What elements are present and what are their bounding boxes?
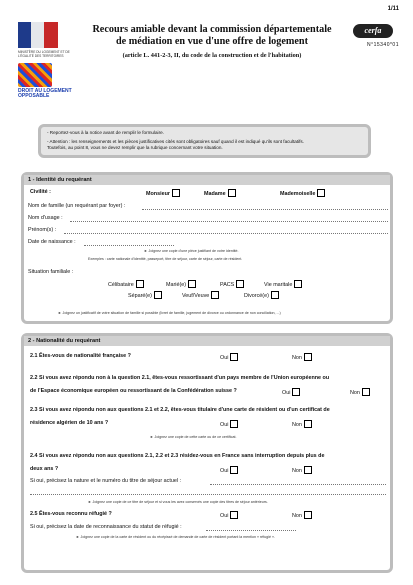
- title-line-3: (article L. 441-2-3, II, du code de la construction et de l'habitation): [122, 52, 302, 59]
- q24-oui[interactable]: Oui: [220, 466, 238, 474]
- q23-oui[interactable]: Oui: [220, 420, 238, 428]
- dal-logo: [18, 63, 52, 87]
- pacs-checkbox[interactable]: [236, 280, 244, 288]
- prenoms-field[interactable]: [64, 233, 388, 234]
- notice-line-2: - Attention : les renseignements et les pièces justificatives cités sont obligatoires sauf quand il est indiqué qu'ils sont facultatifs.: [47, 139, 304, 144]
- titre-sejour-field-2[interactable]: [30, 494, 386, 495]
- q25-non[interactable]: Non: [292, 511, 312, 519]
- q23-non[interactable]: Non: [292, 420, 312, 428]
- separe-checkbox[interactable]: [154, 291, 162, 299]
- vie-maritale-checkbox[interactable]: [294, 280, 302, 288]
- q25-non-checkbox[interactable]: [304, 511, 312, 519]
- section-2-header: 2 - Nationalité du requérant: [24, 336, 390, 346]
- q21-oui-checkbox[interactable]: [230, 353, 238, 361]
- q21-non-checkbox[interactable]: [304, 353, 312, 361]
- section-nationalite: [21, 333, 393, 573]
- q22-line-1: 2.2 Si vous avez répondu non à la question 2.1, êtes-vous ressortissant d'un pays membre de l'Union européenne ou: [30, 375, 330, 381]
- titre-sejour-field[interactable]: [210, 484, 386, 485]
- form-title: [84, 24, 340, 59]
- q24-detail-label: Si oui, précisez la nature et le numéro du titre de séjour actuel :: [30, 478, 182, 484]
- prenoms-label: Prénom(s) :: [28, 227, 57, 233]
- civilite-label: Civilité :: [30, 189, 51, 195]
- q22-non[interactable]: Non: [350, 388, 370, 396]
- celibataire-checkbox[interactable]: [136, 280, 144, 288]
- q24-non-checkbox[interactable]: [304, 466, 312, 474]
- nom-famille-field[interactable]: [142, 209, 388, 210]
- veuf-checkbox[interactable]: [211, 291, 219, 299]
- q25-detail-label: Si oui, précisez la date de reconnaissance du statut de réfugié :: [30, 524, 182, 530]
- dal-logo-text: DROIT AU LOGEMENT OPPOSABLE: [18, 87, 72, 100]
- nom-famille-label: Nom de famille (un requérant par foyer) :: [28, 203, 126, 209]
- civilite-madame[interactable]: Madame: [204, 189, 236, 197]
- civilite-mademoiselle[interactable]: Mademoiselle: [280, 189, 325, 197]
- note-q23: ► Joignez une copie de cette carte ou de ce certificat.: [150, 435, 237, 439]
- logo-area: [18, 22, 72, 112]
- divorce-checkbox[interactable]: [271, 291, 279, 299]
- q24-line-1: 2.4 Si vous avez répondu non aux questions 2.1, 2.2 et 2.3 résidez-vous en France sans interruption depuis plus de: [30, 453, 325, 459]
- situation-veuf[interactable]: Veuf/Veuve: [182, 291, 219, 299]
- situation-label: Situation familiale :: [28, 269, 74, 275]
- note-identite: ► Joignez une copie d'une pièce justifiant de votre identité.: [144, 249, 239, 253]
- ministry-name: MINISTÈRE DU LOGEMENT ET DE L'ÉGALITÉ DES TERRITOIRES: [18, 50, 70, 58]
- q25-label: 2.5 Êtes-vous reconnu réfugié ?: [30, 511, 112, 517]
- nom-usage-field[interactable]: [70, 221, 388, 222]
- notice-line-1: - Reportez-vous à la notice avant de remplir le formulaire.: [47, 130, 164, 135]
- q21-label: 2.1 Êtes-vous de nationalité française ?: [30, 353, 131, 359]
- date-naissance-label: Date de naissance :: [28, 239, 76, 245]
- situation-pacs[interactable]: PACS: [220, 280, 244, 288]
- q25-oui[interactable]: Oui: [220, 511, 238, 519]
- note-situation: ► Joignez un justificatif de votre situation de famille si possible (livret de famille, jugement de divorce ou ordonnance de non conciliation, ...): [58, 311, 281, 315]
- exemples-identite: Exemples : carte nationale d'identité, passeport, titre de séjour, carte de séjour, carte de résident.: [88, 257, 243, 261]
- madame-checkbox[interactable]: [228, 189, 236, 197]
- republic-flag-logo: [18, 22, 58, 48]
- civilite-monsieur[interactable]: Monsieur: [146, 189, 180, 197]
- mademoiselle-checkbox[interactable]: [317, 189, 325, 197]
- q23-line-2: résidence algérien de 10 ans ?: [30, 420, 109, 426]
- q22-oui-checkbox[interactable]: [292, 388, 300, 396]
- situation-separe[interactable]: Séparé(e): [128, 291, 162, 299]
- q24-line-2: deux ans ?: [30, 466, 59, 472]
- q23-non-checkbox[interactable]: [304, 420, 312, 428]
- situation-divorce[interactable]: Divorcé(e): [244, 291, 279, 299]
- note-q25: ► Joignez une copie de la carte de résident ou du récépissé de demande de carte de résident portant la mention « réfugié ».: [76, 535, 275, 539]
- q24-oui-checkbox[interactable]: [230, 466, 238, 474]
- date-refugie-field[interactable]: [206, 530, 296, 531]
- q21-oui[interactable]: Oui: [220, 353, 238, 361]
- title-line-2: de médiation en vue d'une offre de logement: [116, 36, 308, 47]
- cerfa-logo: cerfa: [353, 24, 393, 38]
- date-naissance-field[interactable]: [84, 245, 174, 246]
- note-q24: ► Joignez une copie de ce titre de séjour et si vous les avez conservés une copie des titres de séjour antérieurs.: [88, 500, 268, 504]
- section-1-header: 1 - Identité du requérant: [24, 175, 390, 185]
- q23-oui-checkbox[interactable]: [230, 420, 238, 428]
- marie-checkbox[interactable]: [188, 280, 196, 288]
- cerfa-number: N°15340*01: [366, 42, 399, 48]
- q22-non-checkbox[interactable]: [362, 388, 370, 396]
- monsieur-checkbox[interactable]: [172, 189, 180, 197]
- section-identite: [21, 172, 393, 324]
- q24-non[interactable]: Non: [292, 466, 312, 474]
- situation-vie-maritale[interactable]: Vie maritale: [264, 280, 302, 288]
- q22-line-2: de l'Espace économique européen ou ressortissant de la Confédération suisse ?: [30, 388, 237, 394]
- q22-oui[interactable]: Oui: [282, 388, 300, 396]
- page-number: 1/11: [387, 6, 399, 12]
- situation-marie[interactable]: Marié(e): [166, 280, 196, 288]
- q21-non[interactable]: Non: [292, 353, 312, 361]
- q25-oui-checkbox[interactable]: [230, 511, 238, 519]
- nom-usage-label: Nom d'usage :: [28, 215, 63, 221]
- notice-line-3: Toutefois, au point 8, vous ne devez remplir que la rubrique concernant votre situation.: [47, 145, 223, 150]
- notice-box: [38, 124, 371, 158]
- q23-line-1: 2.3 Si vous avez répondu non aux questions 2.1 et 2.2, êtes-vous titulaire d'une carte de résident ou d'un certificat de: [30, 407, 330, 413]
- title-line-1: Recours amiable devant la commission départementale: [92, 24, 332, 35]
- situation-celibataire[interactable]: Célibataire: [108, 280, 144, 288]
